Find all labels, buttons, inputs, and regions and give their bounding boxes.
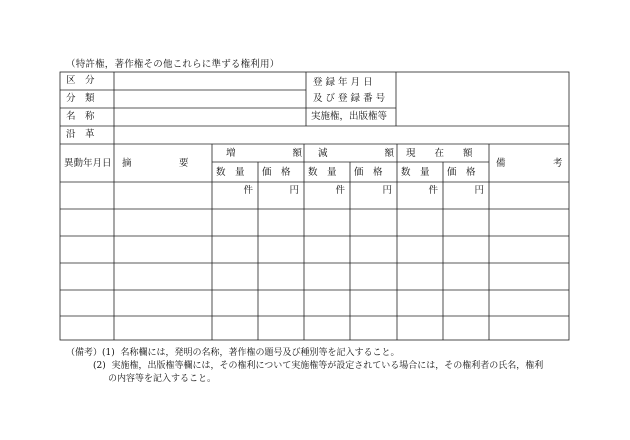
current-unit-ken: 件 [428, 185, 438, 196]
kubun-label: 区 分 [66, 75, 95, 86]
decrease-qty-header: 数 量 [308, 167, 337, 178]
increase-unit-yen: 円 [289, 185, 299, 196]
registration-number-label: 及 び 登 録 番 号 [313, 93, 386, 104]
change-date-header: 異動年月日 [64, 158, 112, 169]
current-qty-header: 数 量 [401, 167, 430, 178]
increase-price-header: 価 格 [262, 167, 291, 178]
increase-header: 増 額 [226, 148, 303, 159]
meisho-label: 名 称 [66, 111, 95, 122]
note-1: （備考）(1) 名称欄には，発明の名称，著作権の題号及び種別等を記入すること。 [66, 348, 400, 358]
current-header: 現 在 額 [406, 148, 473, 159]
current-unit-yen: 円 [474, 185, 484, 196]
summary-header: 摘 要 [122, 158, 189, 169]
decrease-header: 減 額 [318, 148, 395, 159]
note-2: (2) 実施権，出版権等欄には，その権利について実施権等が設定されている場合には，その権利者の氏名，権利 [93, 361, 544, 371]
form-caption: （特許権，著作権その他これらに準ずる権利用） [66, 59, 280, 70]
bunrui-label: 分 類 [66, 93, 95, 104]
decrease-unit-yen: 円 [382, 185, 392, 196]
note-2-continuation: の内容等を記入すること。 [108, 374, 217, 384]
registration-date-label: 登 録 年 月 日 [313, 77, 373, 88]
remarks-header: 備 考 [496, 158, 563, 169]
current-price-header: 価 格 [447, 167, 476, 178]
license-label: 実施権，出版権等 [311, 111, 388, 122]
decrease-unit-ken: 件 [335, 185, 345, 196]
decrease-price-header: 価 格 [354, 167, 383, 178]
increase-qty-header: 数 量 [216, 167, 245, 178]
remarks-notes [66, 347, 543, 386]
enkaku-label: 沿 革 [66, 129, 95, 140]
increase-unit-ken: 件 [243, 185, 253, 196]
